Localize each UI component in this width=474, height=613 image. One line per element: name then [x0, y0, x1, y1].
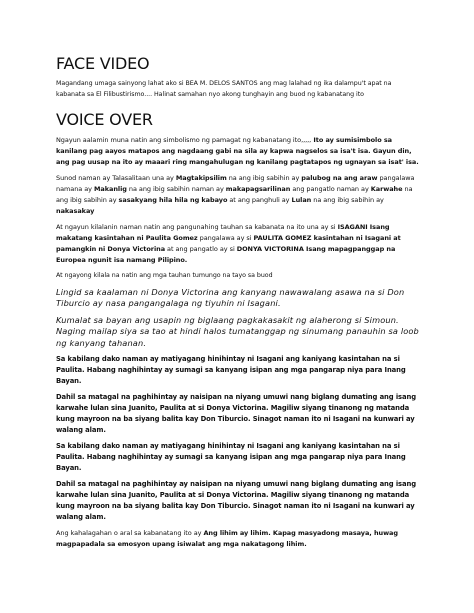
vocab-meaning: nakasakay — [56, 207, 95, 215]
characters-text: at ang pangatlo ay si — [165, 245, 237, 253]
vocab-text: na ang ibig sabihin ay — [311, 196, 384, 204]
voice-over-heading: VOICE OVER — [56, 110, 153, 129]
vocab-term: Makanlig — [93, 185, 127, 193]
summary-paragraph-6: Dahil sa matagal na paghihintay ay naisipan na niyang umuwi nang biglang dumating ang isang karwahe lulan sina Juanito, Paulita at si Donya Victorina. Magiliw siyang tinanong ng matanda kung mayroon na ba siyang balita kay Don Tiburcio. Sinagot naman ito ni Isagani na kunwari ay walang alam. — [56, 480, 416, 521]
character-victorina: DONYA VICTORINA Isang mapagpanggap na Europea ngunit isa namang Pilipino. — [56, 245, 396, 264]
character-isagani: ISAGANI Isang makatang kasintahan ni Paulita Gomez — [56, 223, 390, 242]
vocabulary-paragraph — [56, 173, 420, 217]
lesson-intro: Ang kahalagahan o aral sa kabanatang ito ay — [56, 529, 204, 537]
vocab-meaning: makapagsarilinan — [225, 185, 291, 193]
vocab-meaning: palubog na ang araw — [301, 174, 378, 182]
lesson-text: Ang lihim ay lihim. Kapag masyadong masaya, huwag magpapadala sa emosyon upang isiwalat ang mga nakatagong lihim. — [56, 529, 398, 548]
document-body — [56, 54, 420, 555]
symbolism-meaning: Ito ay sumisimbolo sa kanilang pag aayos matapos ang nagdaang gabi na sila ay kapwa nagselos sa isa't isa. Gayun din, ang pag uusap na ito ay maaari ring mangahulugan ng kanilang pagtatapos ng ugnayan sa isat' isa. — [56, 136, 419, 166]
vocab-text: at ang panghuli ay — [227, 196, 292, 204]
vocab-text: na ang ibig sabihin ay — [226, 174, 302, 182]
vocab-text: na ang ibig sabihin naman ay — [126, 185, 226, 193]
summary-paragraph-3: Sa kabilang dako naman ay matiyagang hinihintay ni Isagani ang kaniyang kasintahan na si Paulita. Habang naghihintay ay sumagi sa kanyang isipan ang mga pangarap niya para Inang Bayan. — [56, 355, 406, 385]
vocab-text: ang pangatlo naman ay — [290, 185, 371, 193]
characters-text: At ngayun kilalanin naman natin ang pangunahing tauhan sa kabanata na ito una ay si — [56, 223, 338, 231]
summary-paragraph-2: Kumalat sa bayan ang usapin ng biglaang pagkakasakit ng alaherong si Simoun. Naging mailap siya sa tao at hindi halos tumatanggap ng sinumang panauhin sa loob ng kanyang tahanan. — [56, 314, 419, 348]
symbolism-intro: Ngayun aalamin muna natin ang simbolismo ng pamagat ng kabanatang ito,,,,, — [56, 136, 312, 144]
vocab-meaning: sasakyang hila hila ng kabayo — [118, 196, 228, 204]
summary-paragraph-4: Dahil sa matagal na paghihintay ay naisipan na niyang umuwi nang biglang dumating ang isang karwahe lulan sina Juanito, Paulita at si Donya Victorina. Magiliw siyang tinanong ng matanda kung mayroon na ba siyang balita kay Don Tiburcio. Sinagot naman ito ni Isagani na kunwari ay walang alam. — [56, 393, 416, 434]
characters-paragraph — [56, 222, 420, 266]
character-paulita: PAULITA GOMEZ kasintahan ni Isagani at pamangkin ni Donya Victorina — [56, 234, 401, 253]
vocab-term: Karwahe — [370, 185, 403, 193]
vocab-text: pangalawa namana ay — [56, 174, 415, 193]
characters-text: pangalawa ay si — [197, 234, 254, 242]
vocab-text: Sunod naman ay Talasalitaan una ay — [56, 174, 176, 182]
summary-paragraph-1: Lingid sa kaalaman ni Donya Victorina ang kanyang nawawalang asawa na si Don Tiburcio ay nasa pangangalaga ng tiyuhin ni Isagani. — [56, 286, 405, 308]
symbolism-paragraph — [56, 135, 420, 168]
lesson-paragraph — [56, 528, 420, 550]
face-video-paragraph: Magandang umaga sainyong lahat ako si BEA M. DELOS SANTOS ang mag lalahad ng ika dalampu't apat na kabanata sa El Filibustirismo.... Halinat samahan nyo akong tunghayin ang buod ng kabanatang ito — [56, 80, 392, 98]
summary-transition: At ngayong kilala na natin ang mga tauhan tumungo na tayo sa buod — [56, 272, 273, 279]
summary-paragraph-5: Sa kabilang dako naman ay matiyagang hinihintay ni Isagani ang kaniyang kasintahan na si Paulita. Habang naghihintay ay sumagi sa kanyang isipan ang mga pangarap niya para Inang Bayan. — [56, 442, 406, 472]
face-video-heading: FACE VIDEO — [56, 54, 150, 73]
vocab-term: Lulan — [291, 196, 312, 204]
vocab-term: Magtakipsilim — [175, 174, 227, 182]
vocab-text: na ang ibig sabihin ay — [56, 185, 413, 204]
